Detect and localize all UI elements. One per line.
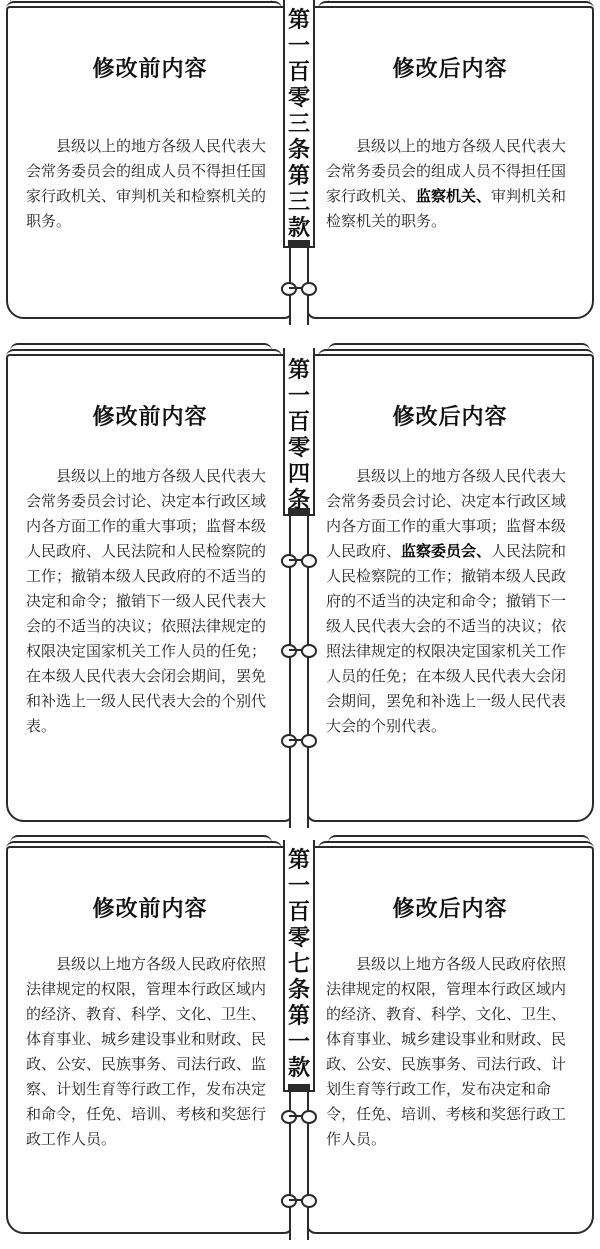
after-page [306,6,594,319]
spine-char: 第 [287,1004,310,1029]
spine-title [283,848,315,1082]
before-text [26,952,272,1152]
spine [279,0,319,325]
spine-char: 三 [287,112,310,137]
spine [279,348,319,828]
text-run: 县级以上的地方各级人民代表大会常务委员会讨论、决定本行政区域内各方面工作的重大事项；监督本级人民政府、 [326,467,567,560]
spine-char: 条 [287,488,310,513]
text-run: 审判机关和检察机关的职务。 [326,187,567,230]
amendment-section [0,0,600,325]
spine-char: 第 [287,848,310,873]
binder-ring [281,644,317,656]
binder-ring [281,1194,317,1206]
binder-ring [281,1110,317,1122]
spine-char: 款 [287,1056,310,1081]
after-heading: 修改后内容 [392,57,508,82]
spine-char: 零 [287,926,310,951]
spine-char: 第 [287,358,310,383]
before-page [6,6,294,319]
spine-char: 一 [287,1030,310,1055]
spine-title [283,8,315,242]
after-text [326,464,572,739]
after-page [306,846,594,1234]
spine-char: 第 [287,164,310,189]
spine-char: 款 [287,216,310,241]
spine-char: 第 [287,8,310,33]
binder-ring [281,282,317,294]
spine-char: 七 [287,952,310,977]
before-heading: 修改前内容 [92,405,208,430]
added-text: 监察机关、 [416,187,492,205]
spine-char: 一 [287,874,310,899]
spine-char: 四 [287,462,310,487]
text-run: 县级以上的地方各级人民代表大会常务委员会的组成人员不得担任国家行政机关、 [326,137,567,205]
text-run: 县级以上地方各级人民政府依照法律规定的权限，管理本行政区域内的经济、教育、科学、文化、卫生、体育事业、城乡建设事业和财政、民政、公安、民族事务、司法行政、计划生育等行政工作，发布决定和命令，任免、培训、考核和奖惩行政工作人员。 [326,955,567,1148]
spine-char: 一 [287,34,310,59]
spine-char: 百 [287,410,310,435]
binder-ring [281,734,317,746]
before-page [6,846,294,1234]
after-heading: 修改后内容 [392,897,508,922]
text-run: 人民法院和人民检察院的工作；撤销本级人民政府的不适当的决定和命令；撤销下一级人民代表大会的不适当的决议；依照法律规定的权限决定国家机关工作人员的任免；在本级人民代表大会闭会期间，罢免和补选上一级人民代表大会的个别代表。 [326,542,567,735]
before-page [6,354,294,822]
spine-char: 条 [287,138,310,163]
text-run: 县级以上地方各级人民政府依照法律规定的权限，管理本行政区域内的经济、教育、科学、文化、卫生、体育事业、城乡建设事业和财政、民政、公安、民族事务、司法行政、监察、计划生育等行政工作，发布决定和命令，任免、培训、考核和奖惩行政工作人员。 [26,955,267,1148]
after-text [326,952,572,1152]
before-heading: 修改前内容 [92,57,208,82]
binder-ring [281,554,317,566]
before-heading: 修改前内容 [92,897,208,922]
spine-char: 三 [287,190,310,215]
spine-char: 条 [287,978,310,1003]
spine-char: 百 [287,900,310,925]
amendment-section [0,840,600,1240]
spine-title [283,358,315,514]
spine-char: 零 [287,436,310,461]
text-run: 县级以上的地方各级人民代表大会常务委员会讨论、决定本行政区域内各方面工作的重大事项；监督本级人民政府、人民法院和人民检察院的工作；撤销本级人民政府的不适当的决定和命令；撤销下一级人民代表大会的不适当的决议；依照法律规定的权限决定国家机关工作人员的任免；在本级人民代表大会闭会期间，罢免和补选上一级人民代表大会的个别代表。 [26,467,267,735]
spine-char: 零 [287,86,310,111]
before-text [26,134,272,234]
text-run: 县级以上的地方各级人民代表大会常务委员会的组成人员不得担任国家行政机关、审判机关和检察机关的职务。 [26,137,267,230]
spine-char: 百 [287,60,310,85]
amendment-section [0,348,600,828]
spine-char: 一 [287,384,310,409]
after-text [326,134,572,234]
after-heading: 修改后内容 [392,405,508,430]
added-text: 监察委员会、 [401,542,492,560]
spine [279,840,319,1240]
after-page [306,354,594,822]
before-text [26,464,272,739]
